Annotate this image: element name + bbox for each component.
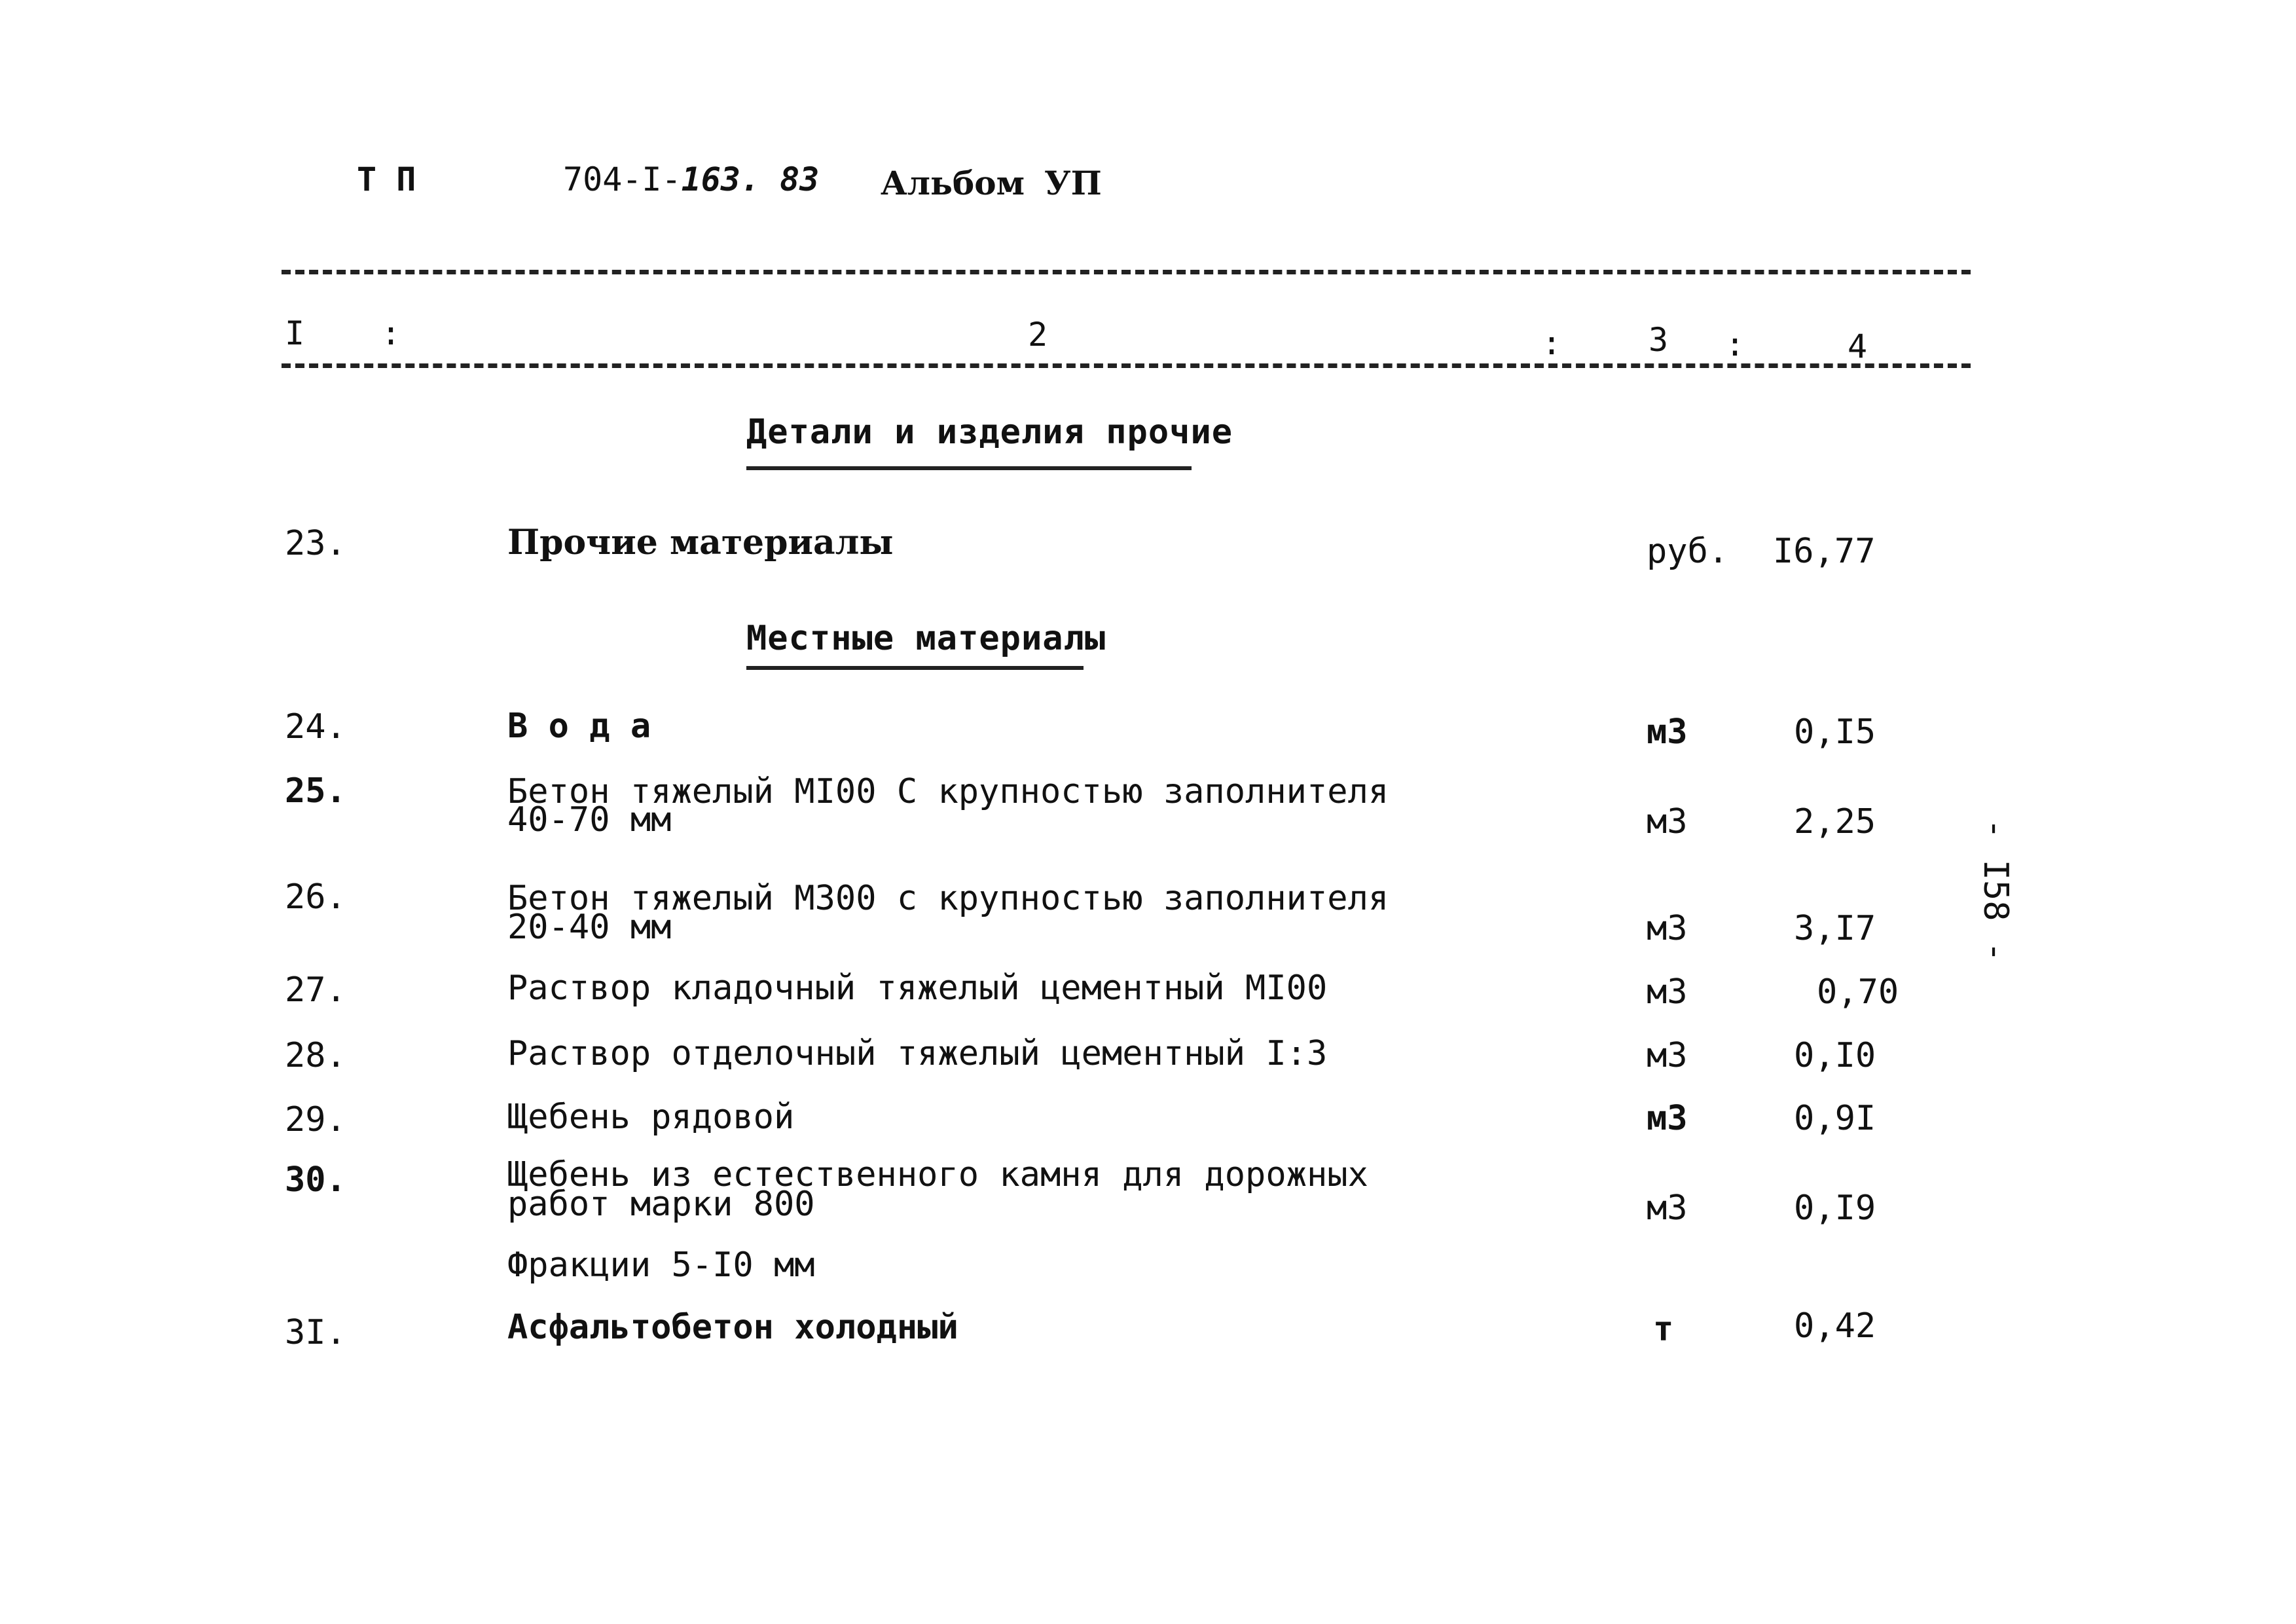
header-rule-top — [282, 270, 1971, 274]
fraction-note: Фракции 5-I0 мм — [507, 1246, 815, 1285]
col-3-label: 3 — [1649, 321, 1669, 359]
row-unit: м3 — [1647, 972, 1688, 1012]
row-quantity: 0,I5 — [1794, 712, 1876, 752]
row-description-line1: Бетон тяжелый М300 с крупностью заполнителя — [507, 879, 1389, 918]
row-number: 23. — [285, 524, 346, 563]
row-unit: м3 — [1647, 1099, 1688, 1138]
row-quantity: 0,42 — [1794, 1306, 1876, 1346]
doc-series: Т П — [357, 160, 416, 198]
row-description: Раствор кладочный тяжелый цементный МI00 — [507, 969, 1328, 1008]
section-underline — [746, 666, 1084, 670]
row-unit: м3 — [1647, 802, 1688, 841]
section-title-other-items: Детали и изделия прочие — [746, 413, 1233, 452]
row-number: 29. — [285, 1100, 346, 1139]
row-description-line1: Бетон тяжелый МI00 С крупностью заполнителя — [507, 772, 1389, 811]
row-description: Прочие материалы — [507, 523, 894, 563]
section-title-local-materials: Местные материалы — [746, 619, 1106, 658]
row-number: 28. — [285, 1036, 346, 1075]
col-sep-2: : — [1542, 324, 1562, 362]
doc-code — [563, 160, 819, 198]
section-underline — [746, 466, 1192, 470]
row-quantity: 2,25 — [1794, 802, 1876, 841]
row-description-line2: 20-40 мм — [507, 908, 672, 947]
album-number: УП — [1044, 164, 1102, 202]
page-number: - I58 - — [1976, 819, 2015, 963]
row-unit: м3 — [1647, 909, 1688, 948]
album-label: Альбом — [881, 164, 1025, 202]
col-1-label: I — [285, 314, 305, 352]
row-number: 24. — [285, 707, 346, 747]
row-number: 26. — [285, 877, 346, 917]
row-description: В о д а — [507, 707, 651, 746]
row-description: Раствор отделочный тяжелый цементный I:3 — [507, 1034, 1328, 1073]
row-number: 30. — [285, 1160, 346, 1200]
row-number: 25. — [285, 771, 346, 811]
row-unit: руб. — [1647, 532, 1729, 571]
header-rule-bottom — [282, 363, 1971, 368]
row-quantity: 0,I0 — [1794, 1036, 1876, 1075]
row-number: 3I. — [285, 1313, 346, 1352]
doc-code-prefix: 704-I- — [563, 160, 682, 198]
row-unit: т — [1653, 1310, 1674, 1349]
doc-code-suffix: 163. 83 — [681, 160, 820, 198]
row-number: 27. — [285, 970, 346, 1010]
col-sep-3: : — [1725, 325, 1745, 363]
row-quantity: 3,I7 — [1794, 909, 1876, 948]
row-quantity: 0,I9 — [1794, 1189, 1876, 1228]
row-description-line1: Щебень из естественного камня для дорожных — [507, 1155, 1368, 1194]
row-unit: м3 — [1647, 1036, 1688, 1075]
row-description-line2: 40-70 мм — [507, 800, 672, 840]
row-unit: м3 — [1647, 1189, 1688, 1228]
row-description-line2: работ марки 800 — [507, 1185, 815, 1224]
row-quantity: 0,70 — [1817, 972, 1899, 1012]
row-quantity: I6,77 — [1773, 532, 1876, 571]
col-2-label: 2 — [1028, 316, 1048, 354]
col-sep-1: : — [381, 314, 401, 352]
col-4-label: 4 — [1848, 327, 1868, 365]
row-description: Асфальтобетон холодный — [507, 1308, 958, 1347]
row-unit: м3 — [1647, 712, 1688, 752]
row-quantity: 0,9I — [1794, 1099, 1876, 1138]
row-description: Щебень рядовой — [507, 1098, 795, 1137]
